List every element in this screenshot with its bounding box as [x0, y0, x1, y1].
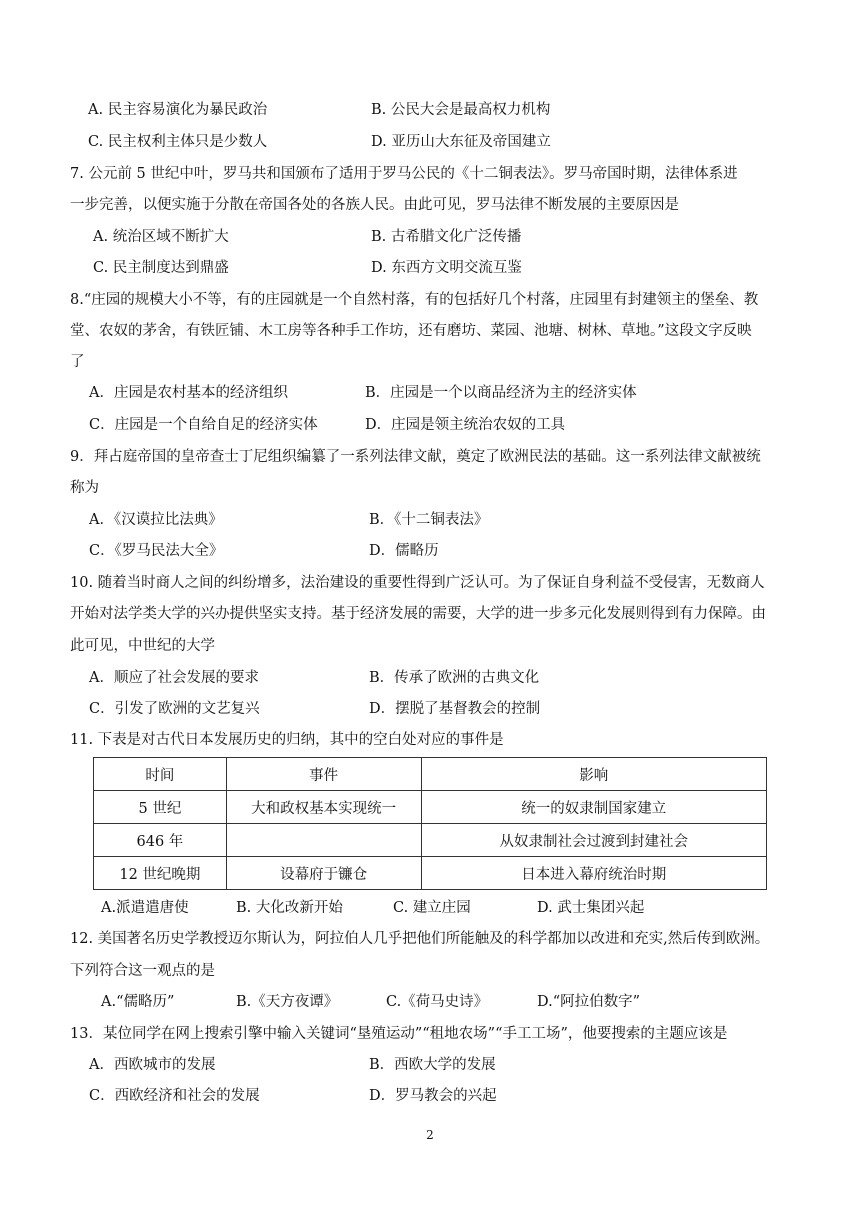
page-number: 2: [426, 1128, 434, 1142]
table-cell: 从奴隶制社会过渡到封建社会: [421, 824, 766, 857]
q8-stem-line1: 8.“庄园的规模大小不等，有的庄园就是一个自然村落，有的包括好几个村落，庄园里有封建领主的堡垒、教: [70, 292, 759, 308]
q12-option-a: A.“儒略历”: [101, 994, 175, 1010]
q7-stem-line2: 一步完善，以便实施于分散在帝国各处的各族人民。由此可见，罗马法律不断发展的主要原因是: [70, 197, 679, 213]
q10-option-c: C．引发了欧洲的文艺复兴: [89, 701, 260, 717]
q6-option-d: D. 亚历山大东征及帝国建立: [371, 134, 551, 150]
table-header-row: [94, 758, 767, 791]
table-cell: 646 年: [94, 824, 227, 857]
q8-option-b: B．庄园是一个以商品经济为主的经济实体: [365, 385, 637, 401]
table-cell-blank: [226, 824, 421, 857]
q7-stem-line1: 7. 公元前 5 世纪中叶，罗马共和国颁布了适用于罗马公民的《十二铜表法》。罗马帝国时期，法律体系进: [70, 166, 738, 182]
q9-option-c: C．《罗马民法大全》: [89, 543, 224, 559]
table-row: [94, 857, 767, 890]
table-header-cell: 事件: [226, 758, 421, 791]
q10-option-a: A．顺应了社会发展的要求: [89, 670, 259, 686]
table-cell: 统一的奴隶制国家建立: [421, 791, 766, 824]
q11-option-a: A.派遣遣唐使: [101, 900, 189, 916]
q11-option-b: B. 大化改新开始: [236, 900, 343, 916]
q9-stem-line2: 称为: [70, 480, 99, 496]
table-cell: 12 世纪晚期: [94, 857, 227, 890]
q7-option-a: A. 统治区域不断扩大: [93, 229, 229, 245]
q8-stem-line3: 了: [70, 354, 85, 370]
table-cell: 设幕府于镰仓: [226, 857, 421, 890]
q9-option-d: D．儒略历: [369, 543, 439, 559]
q13-option-b: B．西欧大学的发展: [369, 1057, 496, 1073]
q6-option-a: A. 民主容易演化为暴民政治: [88, 102, 268, 118]
table-cell: 大和政权基本实现统一: [226, 791, 421, 824]
q10-option-d: D．摆脱了基督教会的控制: [369, 701, 541, 717]
q6-option-c: C. 民主权利主体只是少数人: [88, 134, 268, 150]
q10-stem-line3: 此可见，中世纪的大学: [70, 638, 215, 654]
q7-option-c: C. 民主制度达到鼎盛: [93, 260, 229, 276]
q7-option-b: B. 古希腊文化广泛传播: [371, 229, 522, 245]
q10-stem-line1: 10. 随着当时商人之间的纠纷增多，法治建设的重要性得到广泛认可。为了保证自身利益不受侵害，无数商人: [70, 575, 765, 591]
q8-option-c: C．庄园是一个自给自足的经济实体: [89, 417, 318, 433]
q9-option-b: B．《十二铜表法》: [369, 512, 489, 528]
q8-option-d: D．庄园是领主统治农奴的工具: [365, 417, 566, 433]
japan-history-table: [93, 757, 767, 890]
q8-option-a: A．庄园是农村基本的经济组织: [89, 385, 288, 401]
q11-option-c: C. 建立庄园: [393, 900, 471, 916]
table-cell: 5 世纪: [94, 791, 227, 824]
q12-stem-line2: 下列符合这一观点的是: [70, 963, 215, 979]
q9-option-a: A．《汉谟拉比法典》: [89, 512, 223, 528]
q6-option-b: B. 公民大会是最高权力机构: [371, 102, 551, 118]
q12-option-d: D.“阿拉伯数字”: [537, 994, 641, 1010]
q7-option-d: D. 东西方文明交流互鉴: [371, 260, 522, 276]
q10-option-b: B．传承了欧洲的古典文化: [369, 670, 540, 686]
q9-stem-line1: 9．拜占庭帝国的皇帝查士丁尼组织编纂了一系列法律文献，奠定了欧洲民法的基础。这一系列法律文献被统: [70, 449, 761, 465]
q13-option-a: A．西欧城市的发展: [89, 1057, 216, 1073]
table-cell: 日本进入幕府统治时期: [421, 857, 766, 890]
q13-option-d: D．罗马教会的兴起: [369, 1088, 497, 1104]
q13-stem-line1: 13．某位同学在网上搜索引擎中输入关键词“垦殖运动”“租地农场”“手工工场”，他要搜索的主题应该是: [70, 1026, 728, 1042]
table-row: [94, 824, 767, 857]
q12-option-c: C.《荷马史诗》: [386, 994, 489, 1010]
q13-option-c: C．西欧经济和社会的发展: [89, 1088, 260, 1104]
q12-option-b: B.《天方夜谭》: [236, 994, 339, 1010]
q12-stem-line1: 12. 美国著名历史学教授迈尔斯认为，阿拉伯人几乎把他们所能触及的科学都加以改进和充实,然后传到欧洲。: [70, 931, 770, 947]
table-row: [94, 791, 767, 824]
q10-stem-line2: 开始对法学类大学的兴办提供坚实支持。基于经济发展的需要，大学的进一步多元化发展则得到有力保障。由: [70, 606, 766, 622]
table-header-cell: 影响: [421, 758, 766, 791]
q11-stem-line1: 11. 下表是对古代日本发展历史的归纳，其中的空白处对应的事件是: [70, 732, 504, 748]
table-header-cell: 时间: [94, 758, 227, 791]
q11-option-d: D. 武士集团兴起: [537, 900, 645, 916]
q8-stem-line2: 堂、农奴的茅舍，有铁匠铺、木工房等各种手工作坊，还有磨坊、菜园、池塘、树林、草地。”这段文字反映: [70, 323, 752, 339]
